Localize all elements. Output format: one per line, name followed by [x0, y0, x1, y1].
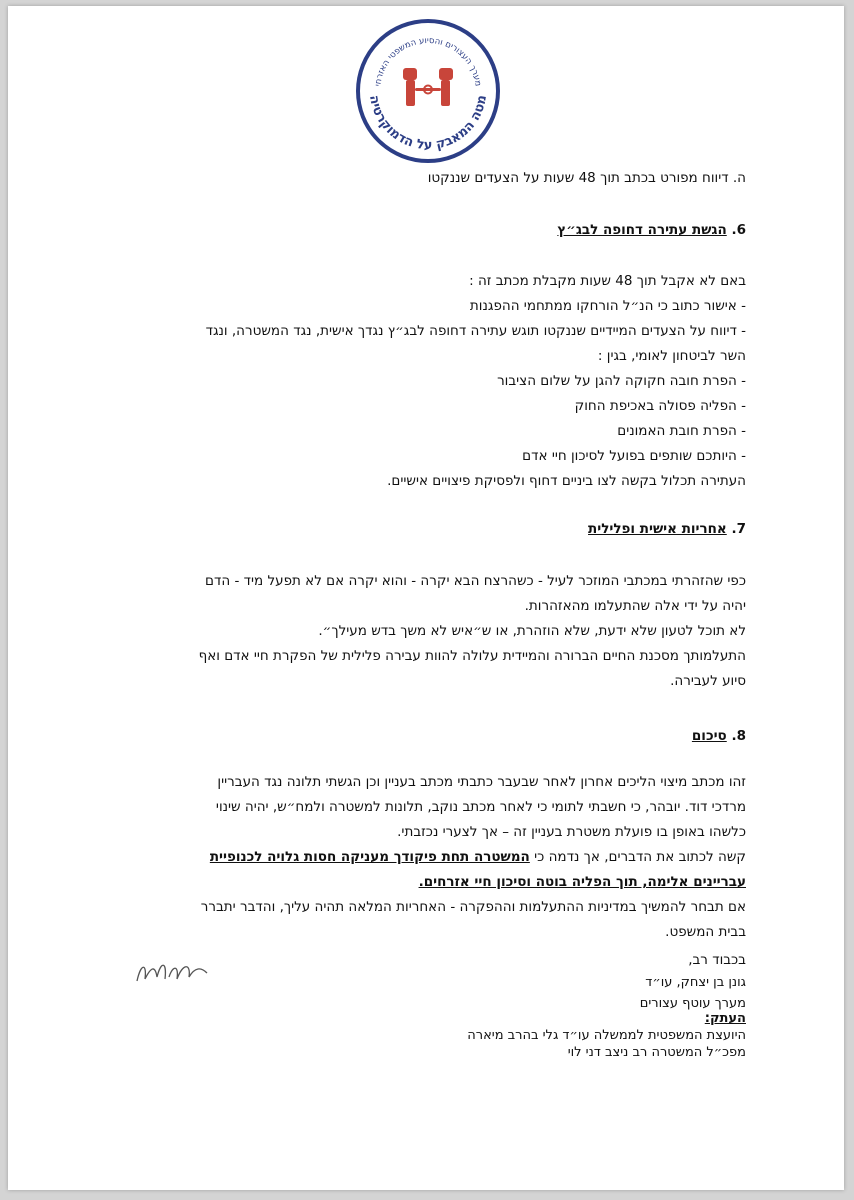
copies-block	[126, 1010, 746, 1061]
section-7-line: יהיה על ידי אלה שהתעלמו מהאזהרות.	[524, 598, 746, 614]
section-7-line: לא תוכל לטעון שלא ידעת, שלא הוזהרת, או ש״איש לא משך בדש מעילך״.	[318, 623, 746, 639]
signer-name: גונן בן יצחק, עו״ד	[645, 975, 746, 990]
section-6	[126, 218, 746, 243]
copies-recipient: מפכ״ל המשטרה רב ניצב דני לוי	[567, 1045, 746, 1060]
section-6-line: - הפרת חובה חקוקה להגן על שלום הציבור	[497, 373, 746, 389]
section-8-line: מרדכי דוד. יובהר, כי חשבתי לתומי כי לאחר מכתב נוקב, תלונות למשטרה ולמח״ש, יהיה שינוי	[215, 799, 746, 815]
section-7-line: כפי שהזהרתי במכתבי המוזכר לעיל - כשהרצח הבא יקרה - והוא יקרה אם לא תפעל מיד - הדם	[205, 573, 746, 589]
section-6-heading: 6. הגשת עתירה דחופה לבג״ץ	[557, 222, 746, 238]
section-8-line: זהו מכתב מיצוי הליכים אחרון לאחר שבעבר כתבתי מכתב בעניין וכן הגשתי תלונה נגד העבריין	[217, 774, 746, 790]
section-7-body	[126, 569, 746, 694]
section-6-body	[126, 269, 746, 494]
section-8-line-emphasis: עבריינים אלימה, תוך הפליה בוטה וסיכון חיי אזרחים.	[418, 874, 746, 890]
section-8	[126, 724, 746, 749]
section-6-line: באם לא אקבל תוך 48 שעות מקבלת מכתב זה :	[469, 273, 746, 289]
section-6-line: - דיווח על הצעדים המיידיים שננקטו תוגש עתירה דחופה לבג״ץ נגדך אישית, נגד המשטרה, ונגד	[205, 323, 746, 339]
signer-role: מערך עוטף עצורים	[639, 996, 746, 1011]
section-6-line: - אישור כתוב כי הנ״ל הורחקו ממתחמי ההפגנות	[469, 298, 746, 314]
section-8-line-emphasis: קשה לכתוב את הדברים, אך נדמה כי המשטרה תחת פיקודך מעניקה חסות גלויה לכנופיית	[209, 849, 746, 865]
section-6-line: - הפליה פסולה באכיפת החוק	[574, 398, 746, 414]
copies-recipient: היועצת המשפטית לממשלה עו״ד גלי בהרב מיארה	[467, 1028, 746, 1043]
section-8-line: כלשהו באופן בו פועלת משטרת בעניין זה – אך לצערי נכזבתי.	[397, 824, 746, 840]
closing-regards: בכבוד רב,	[688, 952, 746, 968]
logo-arc-text: מטה המאבק על הדמוקרטיה	[366, 94, 490, 154]
section-6-line: העתירה תכלול בקשה לצו ביניים דחוף ולפסיקת פיצויים אישיים.	[387, 473, 746, 489]
copies-title: העתק:	[704, 1011, 746, 1026]
organization-logo	[353, 16, 503, 166]
section-8-body	[126, 770, 746, 945]
section-6-line: - היותכם שותפים בפועל לסיכון חיי אדם	[522, 448, 746, 464]
section-7-heading: 7. אחריות אישית ופלילית	[588, 521, 746, 537]
section-7	[126, 517, 746, 542]
section-8-line: אם תבחר להמשיך במדיניות ההתעלמות וההפקרה - האחריות המלאה תהיה עליך, והדבר יתברר	[200, 899, 746, 915]
section-6-line: - הפרת חובת האמונים	[617, 423, 746, 439]
section-8-heading: 8. סיכום	[691, 728, 746, 744]
section-8-line: בבית המשפט.	[665, 924, 746, 940]
document-page	[8, 6, 844, 1190]
section-6-line: השר לביטחון לאומי, בגין :	[597, 348, 746, 364]
section-7-line: התעלמותך מסכנת החיים הברורה והמיידית עלולה להוות עבירה פלילית של הפקרת חיי אדם ואף	[198, 648, 746, 664]
logo-inner-text: מערך העצורים והסיוע המשפטי האזרחי	[373, 35, 483, 87]
signature-block	[126, 948, 746, 973]
section-7-line: סיוע לעבירה.	[670, 673, 746, 689]
intro-line: ה. דיווח מפורט בכתב תוך 48 שעות על הצעדים שננקטו	[427, 170, 746, 186]
